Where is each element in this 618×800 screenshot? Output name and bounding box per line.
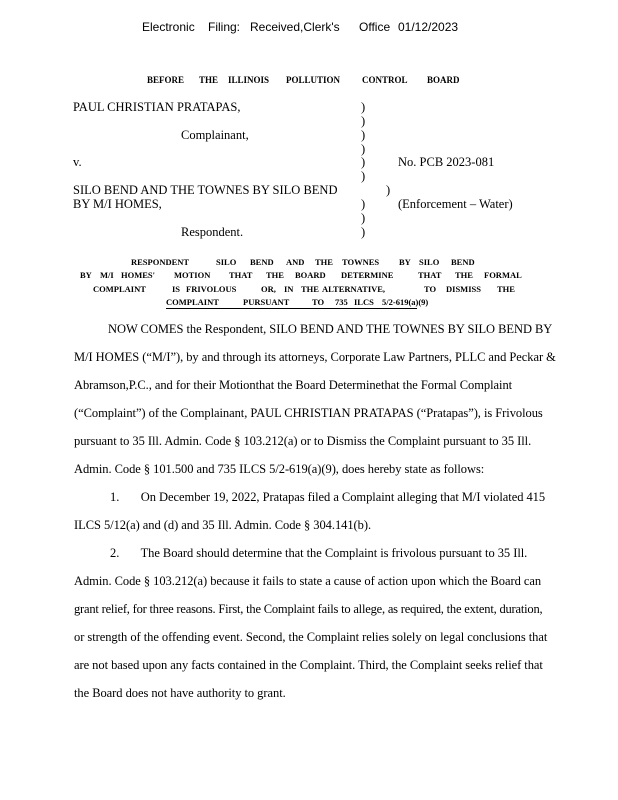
respondent-role: Respondent. xyxy=(181,225,244,239)
body-line: Abramson,P.C., and for their Motionthat the Board Determinethat the Formal Complaint xyxy=(74,378,513,392)
caption-parenthesis: ) xyxy=(361,114,366,128)
body-line: M/I HOMES (“M/I”), by and through its attorneys, Corporate Law Partners, PLLC and Peckar & xyxy=(74,350,556,364)
case-type: (Enforcement – Water) xyxy=(398,197,513,211)
body-line: 1. On December 19, 2022, Pratapas filed a Complaint alleging that M/I violated 415 xyxy=(110,490,546,504)
body-line: are not based upon any facts contained in the Complaint. Third, the Complaint seeks relief that xyxy=(74,658,543,672)
case-number: No. PCB 2023-081 xyxy=(398,155,495,169)
board-title-word: THE xyxy=(199,75,219,85)
motion-title-word: M/I xyxy=(100,270,114,280)
motion-title-word: 5/2-619(a)(9) xyxy=(382,297,429,307)
motion-title-word: DETERMINE xyxy=(341,270,394,280)
motion-title-word: FORMAL xyxy=(484,270,522,280)
motion-title-word: TO xyxy=(424,284,437,294)
body-line: 2. The Board should determine that the Complaint is frivolous pursuant to 35 Ill. xyxy=(110,546,528,560)
caption-parenthesis: ) xyxy=(361,225,366,239)
motion-title-word: THAT xyxy=(418,270,442,280)
body-line: pursuant to 35 Ill. Admin. Code § 103.212(a) or to Dismiss the Complaint pursuant to 35 Ill. xyxy=(74,434,532,448)
motion-title-word: MOTION xyxy=(174,270,211,280)
motion-title-word: ILCS xyxy=(354,297,374,307)
header-electronic: Electronic xyxy=(142,20,195,34)
motion-title-word: THE xyxy=(301,284,319,294)
motion-title-word: THE xyxy=(455,270,473,280)
complainant-role: Complainant, xyxy=(181,128,249,142)
motion-title-word: PURSUANT xyxy=(243,297,290,307)
motion-title-word: 735 xyxy=(335,297,348,307)
motion-title-word: BOARD xyxy=(295,270,326,280)
caption-parenthesis: ) xyxy=(386,183,391,197)
motion-title-word: DISMISS xyxy=(446,284,481,294)
board-title-word: BOARD xyxy=(427,75,460,85)
motion-title-word: TO xyxy=(312,297,325,307)
caption-parenthesis: ) xyxy=(361,197,366,211)
respondent-name-line1: SILO BEND AND THE TOWNES BY SILO BEND xyxy=(73,183,338,197)
motion-title-word: SILO xyxy=(216,257,237,267)
motion-title-word: TOWNES xyxy=(342,257,380,267)
body-line: Admin. Code § 101.500 and 735 ILCS 5/2-619(a)(9), does hereby state as follows: xyxy=(74,462,485,476)
board-title-word: BEFORE xyxy=(147,75,185,85)
header-filing: Filing: xyxy=(208,20,241,34)
body-line: NOW COMES the Respondent, SILO BEND AND THE TOWNES BY SILO BEND BY xyxy=(108,322,553,336)
motion-title-word: BY xyxy=(399,257,411,267)
motion-title-word: BY xyxy=(80,270,92,280)
board-title-word: POLLUTION xyxy=(286,75,341,85)
motion-title-word: COMPLAINT xyxy=(93,284,146,294)
body-line: the Board does not have authority to grant. xyxy=(74,686,286,700)
caption-parenthesis: ) xyxy=(361,155,366,169)
motion-title-word: FRIVOLOUS xyxy=(186,284,237,294)
header-office: Office xyxy=(359,20,391,34)
caption-parenthesis: ) xyxy=(361,142,366,156)
motion-title-word: HOMES' xyxy=(121,270,156,280)
caption-parenthesis: ) xyxy=(361,169,366,183)
body-line: grant relief, for three reasons. First, the Complaint fails to allege, as required, the extent, duration, xyxy=(74,602,543,616)
caption-parenthesis: ) xyxy=(361,211,366,225)
body-line: or strength of the offending event. Second, the Complaint relies solely on legal conclusions that xyxy=(74,630,548,644)
motion-title-underline xyxy=(166,308,417,309)
motion-title-word: THE xyxy=(266,270,284,280)
motion-title-word: ALTERNATIVE, xyxy=(322,284,386,294)
motion-title-word: IS xyxy=(172,284,181,294)
motion-title-word: THAT xyxy=(229,270,253,280)
motion-title-word: SILO xyxy=(419,257,440,267)
motion-title-word: OR, xyxy=(261,284,276,294)
body-line: ILCS 5/12(a) and (d) and 35 Ill. Admin. Code § 304.141(b). xyxy=(74,518,372,532)
versus: v. xyxy=(73,155,82,169)
motion-title-word: THE xyxy=(315,257,333,267)
board-title-word: ILLINOIS xyxy=(228,75,270,85)
motion-title-word: IN xyxy=(284,284,294,294)
motion-title-word: THE xyxy=(497,284,515,294)
caption-parenthesis: ) xyxy=(361,128,366,142)
header-date: 01/12/2023 xyxy=(398,20,459,34)
header-received: Received,Clerk's xyxy=(250,20,340,34)
complainant-name: PAUL CHRISTIAN PRATAPAS, xyxy=(73,100,241,114)
board-title-word: CONTROL xyxy=(362,75,408,85)
motion-title-word: BEND xyxy=(451,257,475,267)
respondent-name-line2: BY M/I HOMES, xyxy=(73,197,162,211)
motion-title-word: AND xyxy=(286,257,305,267)
motion-title-word: RESPONDENT xyxy=(131,257,190,267)
body-line: (“Complaint”) of the Complainant, PAUL CHRISTIAN PRATAPAS (“Pratapas”), is Frivolous xyxy=(74,406,543,420)
body-line: Admin. Code § 103.212(a) because it fails to state a cause of action upon which the Board can xyxy=(74,574,542,588)
caption-parenthesis: ) xyxy=(361,100,366,114)
motion-title-word: BEND xyxy=(250,257,274,267)
motion-title-word: COMPLAINT xyxy=(166,297,219,307)
